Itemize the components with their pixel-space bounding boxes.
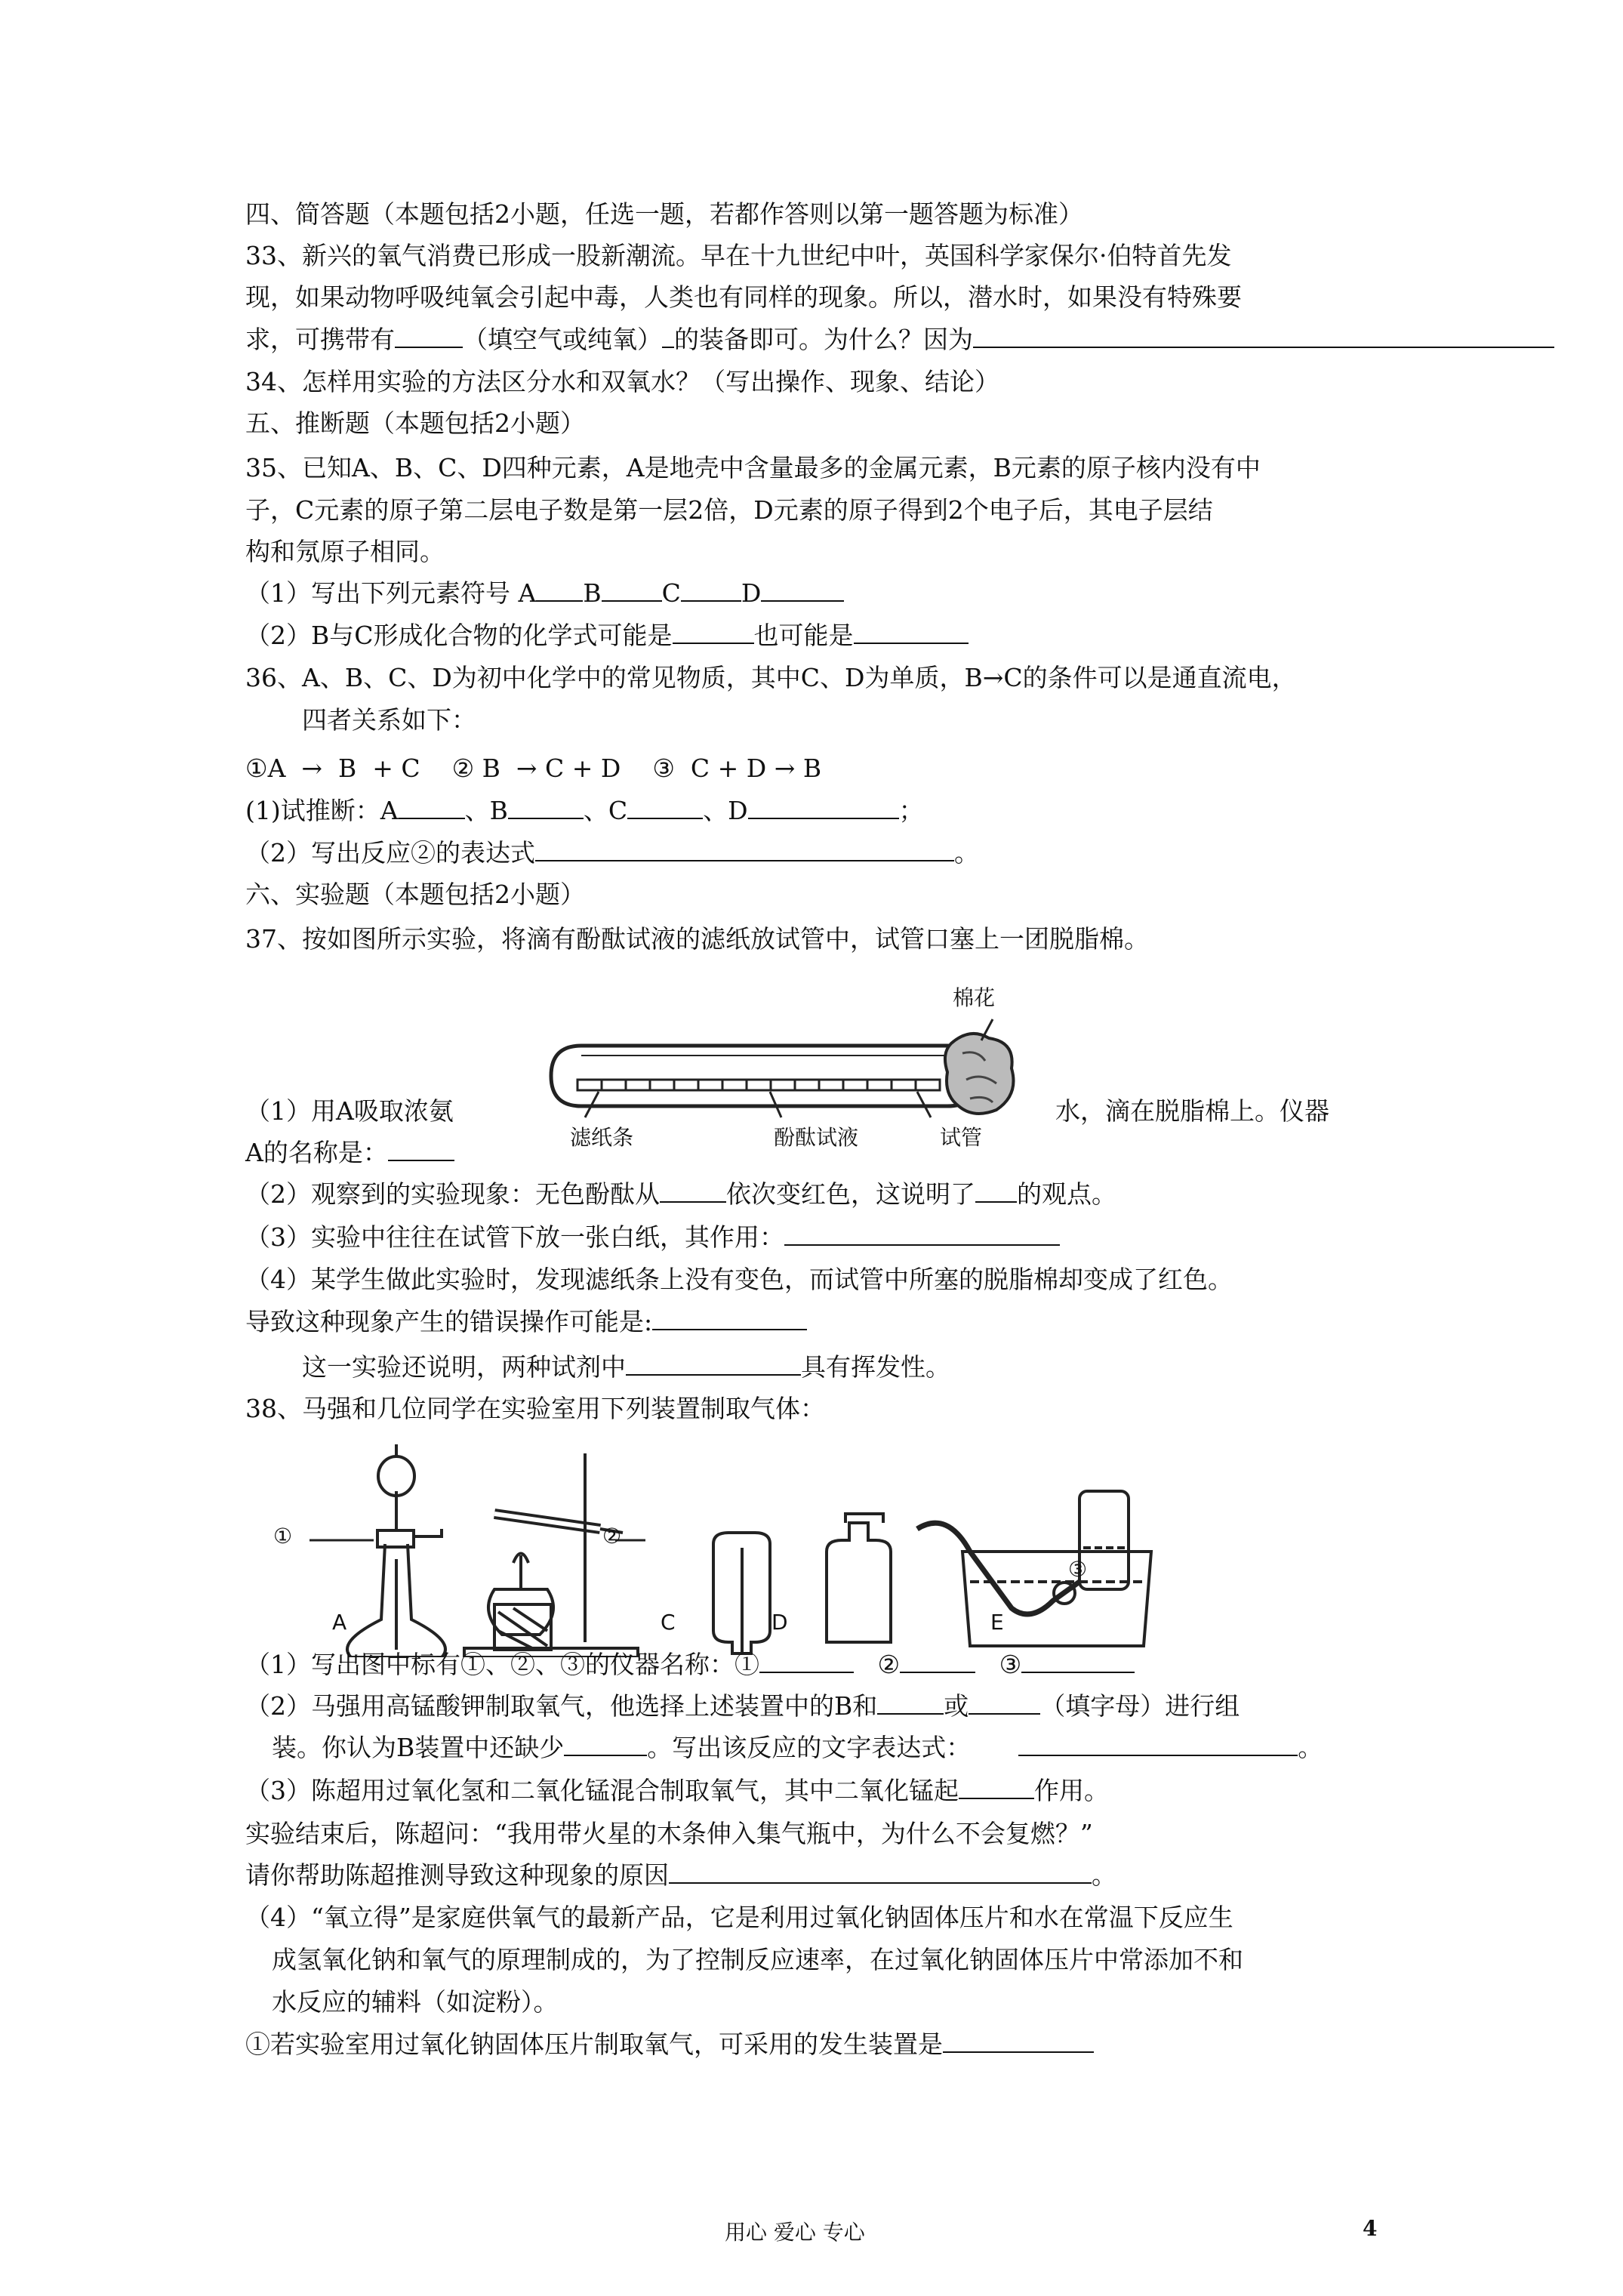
blank[interactable] (660, 1179, 726, 1203)
blank[interactable] (681, 578, 741, 602)
page-number: 4 (1363, 2216, 1378, 2241)
blank[interactable] (784, 1222, 1060, 1246)
blank[interactable] (627, 795, 703, 819)
q35-line-3: 构和氖原子相同。 (245, 537, 445, 566)
q38-sub-3c: 请你帮助陈超推测导致这种现象的原因 。 (245, 1860, 1116, 1890)
blank[interactable] (759, 1649, 854, 1673)
label-two: ② (602, 1524, 622, 1549)
q37-sub-1c: A的名称是： (245, 1136, 454, 1170)
q33-line-1: 33、新兴的氧气消费已形成一股新潮流。早在十九世纪中叶，英国科学家保尔·伯特首先发 (245, 241, 1232, 270)
blank[interactable] (652, 1306, 807, 1330)
apparatus-b (464, 1453, 638, 1657)
label-one: ① (273, 1524, 293, 1549)
blank[interactable] (943, 2029, 1094, 2053)
apparatus-d (827, 1514, 891, 1642)
q38-sub-3a: （3）陈超用过氧化氢和二氧化锰混合制取氧气，其中二氧化锰起 作用。 (245, 1776, 1109, 1805)
blank[interactable] (535, 837, 954, 861)
section-4-heading: 四、简答题（本题包括2小题，任选一题，若都作答则以第一题答题为标准） (245, 199, 1083, 229)
q35-line-2: 子，C元素的原子第二层电子数是第一层2倍，D元素的原子得到2个电子后，其电子层结 (245, 495, 1213, 525)
label-e: E (990, 1610, 1004, 1635)
q37-sub-4a: （4）某学生做此实验时，发现滤纸条上没有变色，而试管中所塞的脱脂棉却变成了红色。 (245, 1265, 1233, 1294)
q37-sub-1a: （1）用A吸取浓氨 (245, 1096, 454, 1126)
apparatus-c (713, 1533, 770, 1653)
q38-sub-2b: 装。你认为B装置中还缺少 。写出该反应的文字表达式： 。 (272, 1733, 1323, 1762)
label-filter-strip: 滤纸条 (570, 1125, 634, 1150)
apparatus-e (917, 1491, 1151, 1646)
blank[interactable] (626, 1351, 801, 1376)
q38-sub-4c: 水反应的辅料（如淀粉）。 (272, 1987, 559, 2017)
q36-line-2: 四者关系如下： (302, 705, 476, 735)
label-test-tube: 试管 (940, 1125, 983, 1150)
q38-sub-4a: （4）“氧立得”是家庭供氧气的最新产品，它是利用过氧化钠固体压片和水在常温下反应生 (245, 1903, 1233, 1932)
q34: 34、怎样用实验的方法区分水和双氧水？（写出操作、现象、结论） (245, 367, 999, 396)
blank[interactable] (564, 1732, 647, 1756)
q38-line-1: 38、马强和几位同学在实验室用下列装置制取气体： (245, 1394, 825, 1423)
section-6-heading: 六、实验题（本题包括2小题） (245, 880, 585, 909)
blank[interactable] (1018, 1732, 1298, 1756)
section-5-heading: 五、推断题（本题包括2小题） (245, 408, 585, 438)
q38-sub-4b: 成氢氧化钠和氧气的原理制成的，为了控制反应速率，在过氧化钠固体压片中常添加不和 (272, 1945, 1243, 1974)
blank[interactable] (959, 1775, 1034, 1799)
blank[interactable] (900, 1649, 975, 1673)
cotton-plug (945, 1034, 1014, 1114)
blank[interactable] (662, 324, 674, 348)
blank[interactable] (673, 620, 754, 644)
label-three: ③ (1068, 1557, 1088, 1582)
q37-line-1: 37、按如图所示实验，将滴有酚酞试液的滤纸放试管中，试管口塞上一团脱脂棉。 (245, 924, 1149, 954)
blank[interactable] (395, 324, 463, 348)
q38-sub-3b: 实验结束后，陈超问：“我用带火星的木条伸入集气瓶中，为什么不会复燃？” (245, 1819, 1093, 1848)
blank[interactable] (1021, 1649, 1135, 1673)
q36-reactions: ①A → B + C ② B → C + D ③ C + D → B (245, 754, 822, 783)
q38-sub-1: （1）写出图中标有①、②、③的仪器名称：① ② ③ (245, 1648, 1135, 1681)
q37-sub-4b: 导致这种现象产生的错误操作可能是: (245, 1305, 807, 1339)
blank[interactable] (877, 1690, 944, 1715)
blank[interactable] (508, 795, 584, 819)
q38-sub-4d: ①若实验室用过氧化钠固体压片制取氧气，可采用的发生装置是 (245, 2028, 1094, 2061)
q35-sub-1: （1）写出下列元素符号 A B C D (245, 577, 844, 610)
apparatus-figure (268, 1438, 1174, 1657)
q37-sub-5: 这一实验还说明，两种试剂中 具有挥发性。 (302, 1352, 950, 1382)
blank[interactable] (969, 1690, 1040, 1715)
apparatus-a (347, 1444, 445, 1657)
label-a: A (332, 1610, 347, 1635)
q38-sub-2a: （2）马强用高锰酸钾制取氧气，他选择上述装置中的B和 或 （填字母）进行组 (245, 1691, 1240, 1721)
label-c: C (661, 1610, 676, 1635)
q36-sub-1: (1)试推断：A 、B 、C 、D ； (245, 796, 924, 825)
q35-line-1: 35、已知A、B、C、D四种元素，A是地壳中含量最多的金属元素，B元素的原子核内没有中 (245, 453, 1261, 482)
q37-sub-1b: 水，滴在脱脂棉上。仪器 (1055, 1096, 1329, 1126)
blank[interactable] (975, 1179, 1017, 1203)
blank[interactable] (602, 578, 662, 602)
footer-motto: 用心 爱心 专心 (725, 2220, 865, 2245)
q37-sub-3: （3）实验中往往在试管下放一张白纸，其作用： (245, 1221, 1060, 1254)
blank[interactable] (669, 1860, 1092, 1884)
blank[interactable] (973, 324, 1554, 348)
q36-line-1: 36、A、B、C、D为初中化学中的常见物质，其中C、D为单质，B→C的条件可以是通直流电， (245, 663, 1297, 692)
label-d: D (771, 1610, 788, 1635)
q37-sub-2: （2）观察到的实验现象：无色酚酞从 依次变红色，这说明了 的观点。 (245, 1179, 1116, 1209)
q35-sub-2: （2）B与C形成化合物的化学式可能是 也可能是 (245, 619, 969, 652)
blank[interactable] (761, 578, 844, 602)
blank[interactable] (536, 578, 583, 602)
blank[interactable] (748, 795, 899, 819)
q33-line-3: 求，可携带有 （填空气或纯氧） 的装备即可。为什么？因为 (245, 323, 1554, 356)
blank[interactable] (388, 1137, 454, 1161)
blank[interactable] (399, 795, 465, 819)
label-cotton: 棉花 (953, 985, 996, 1010)
q36-sub-2: （2）写出反应②的表达式 。 (245, 838, 979, 868)
blank[interactable] (854, 620, 969, 644)
filter-paper-strip (577, 1080, 940, 1090)
q33-line-2: 现，如果动物呼吸纯氧会引起中毒，人类也有同样的现象。所以，潜水时，如果没有特殊要 (245, 282, 1242, 312)
label-phenolphthalein: 酚酞试液 (774, 1125, 859, 1150)
